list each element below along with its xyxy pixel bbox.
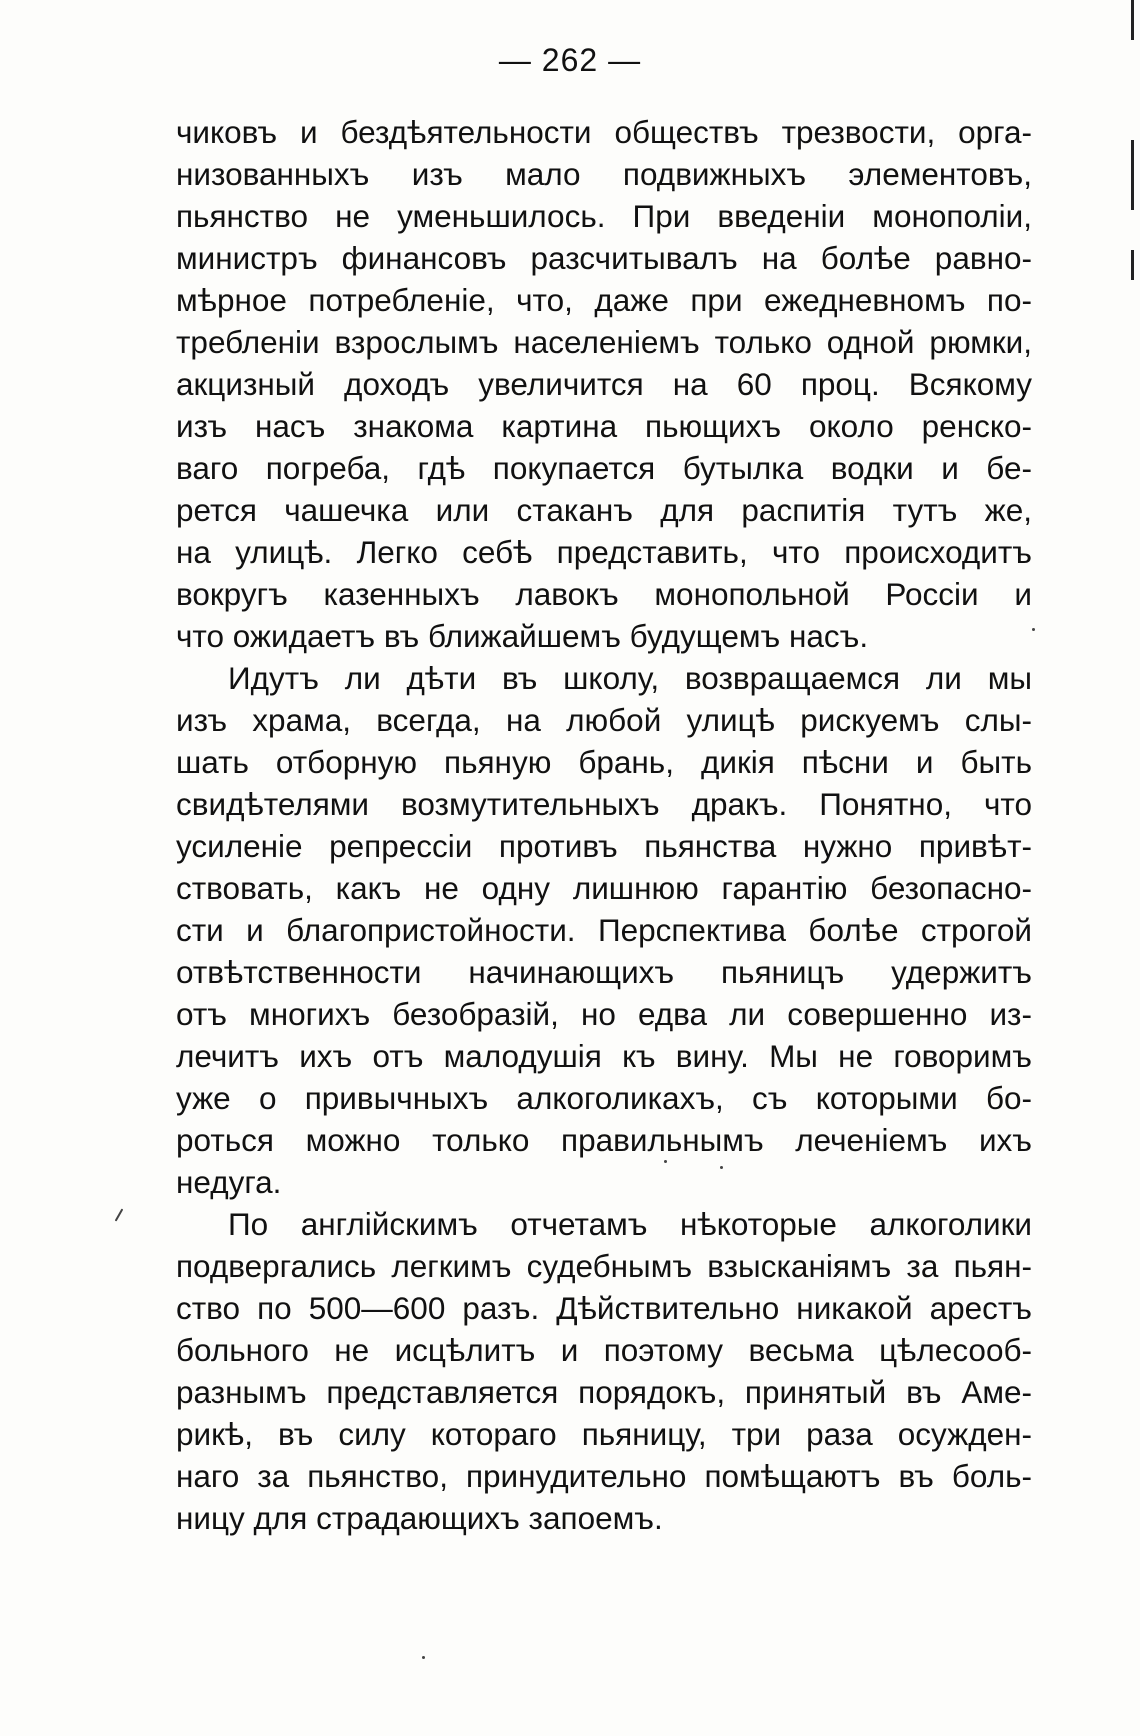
scan-speck (1032, 628, 1035, 631)
page-body (176, 111, 1032, 1539)
text-line: низованныхъ изъ мало подвижныхъ элементовъ, (176, 156, 1032, 192)
text-line: требленіи взрослымъ населеніемъ только одной рюмки, (176, 324, 1032, 360)
text-line: недуга. (176, 1164, 282, 1200)
text-line: пьянство не уменьшилось. При введеніи монополіи, (176, 198, 1032, 234)
text-line: мѣрное потребленіе, что, даже при ежедневномъ по- (176, 282, 1032, 318)
text-line: разнымъ представляется порядокъ, принятый въ Аме- (176, 1374, 1032, 1410)
text-line: ствовать, какъ не одну лишнюю гарантію безопасно- (176, 870, 1032, 906)
scan-edge-mark (1131, 250, 1134, 280)
paragraph (176, 111, 1032, 657)
text-line: подвергались легкимъ судебнымъ взысканіямъ за пьян- (176, 1248, 1032, 1284)
text-line: чиковъ и бездѣятельности обществъ трезвости, орга- (176, 114, 1032, 150)
text-line: вокругъ казенныхъ лавокъ монопольной Россіи и (176, 576, 1032, 612)
text-line: больного не исцѣлитъ и поэтому весьма цѣлесооб- (176, 1332, 1032, 1368)
text-line: ваго погреба, гдѣ покупается бутылка водки и бе- (176, 450, 1032, 486)
text-line: рикѣ, въ силу котораго пьяницу, три раза осужден- (176, 1416, 1032, 1452)
text-line: отвѣтственности начинающихъ пьяницъ удержитъ (176, 954, 1032, 990)
text-line: изъ насъ знакома картина пьющихъ около ренско- (176, 408, 1032, 444)
text-line: изъ храма, всегда, на любой улицѣ рискуемъ слы- (176, 702, 1032, 738)
scan-edge-mark (1131, 0, 1134, 40)
text-line: роться можно только правильнымъ леченіемъ ихъ (176, 1122, 1032, 1158)
text-line: свидѣтелями возмутительныхъ дракъ. Понятно, что (176, 786, 1032, 822)
scan-speck (115, 1208, 124, 1221)
text-line: наго за пьянство, принудительно помѣщаютъ въ боль- (176, 1458, 1032, 1494)
paragraph (176, 657, 1032, 1203)
text-line: уже о привычныхъ алкоголикахъ, съ которыми бо- (176, 1080, 1032, 1116)
text-line: сти и благопристойности. Перспектива болѣе строгой (176, 912, 1032, 948)
scan-edge-mark (1131, 140, 1134, 210)
text-line: усиленіе репрессіи противъ пьянства нужно привѣт- (176, 828, 1032, 864)
scan-speck (422, 1656, 425, 1659)
text-line: ницу для страдающихъ запоемъ. (176, 1500, 663, 1536)
text-line: Идутъ ли дѣти въ школу, возвращаемся ли мы (228, 660, 1032, 696)
text-line: отъ многихъ безобразій, но едва ли совершенно из- (176, 996, 1032, 1032)
text-line: ство по 500—600 разъ. Дѣйствительно никакой арестъ (176, 1290, 1032, 1326)
page-number: — 262 — (498, 42, 642, 78)
text-line: По англійскимъ отчетамъ нѣкоторые алкоголики (228, 1206, 1032, 1242)
text-line: лечитъ ихъ отъ малодушія къ вину. Мы не говоримъ (176, 1038, 1032, 1074)
text-line: акцизный доходъ увеличится на 60 проц. Всякому (176, 366, 1032, 402)
text-line: рется чашечка или стаканъ для распитія тутъ же, (176, 492, 1032, 528)
text-line: что ожидаетъ въ ближайшемъ будущемъ насъ. (176, 618, 869, 654)
text-line: шать отборную пьяную брань, дикія пѣсни и быть (176, 744, 1032, 780)
paragraph (176, 1203, 1032, 1539)
text-line: на улицѣ. Легко себѣ представить, что происходитъ (176, 534, 1032, 570)
text-line: министръ финансовъ разсчитывалъ на болѣе равно- (176, 240, 1032, 276)
